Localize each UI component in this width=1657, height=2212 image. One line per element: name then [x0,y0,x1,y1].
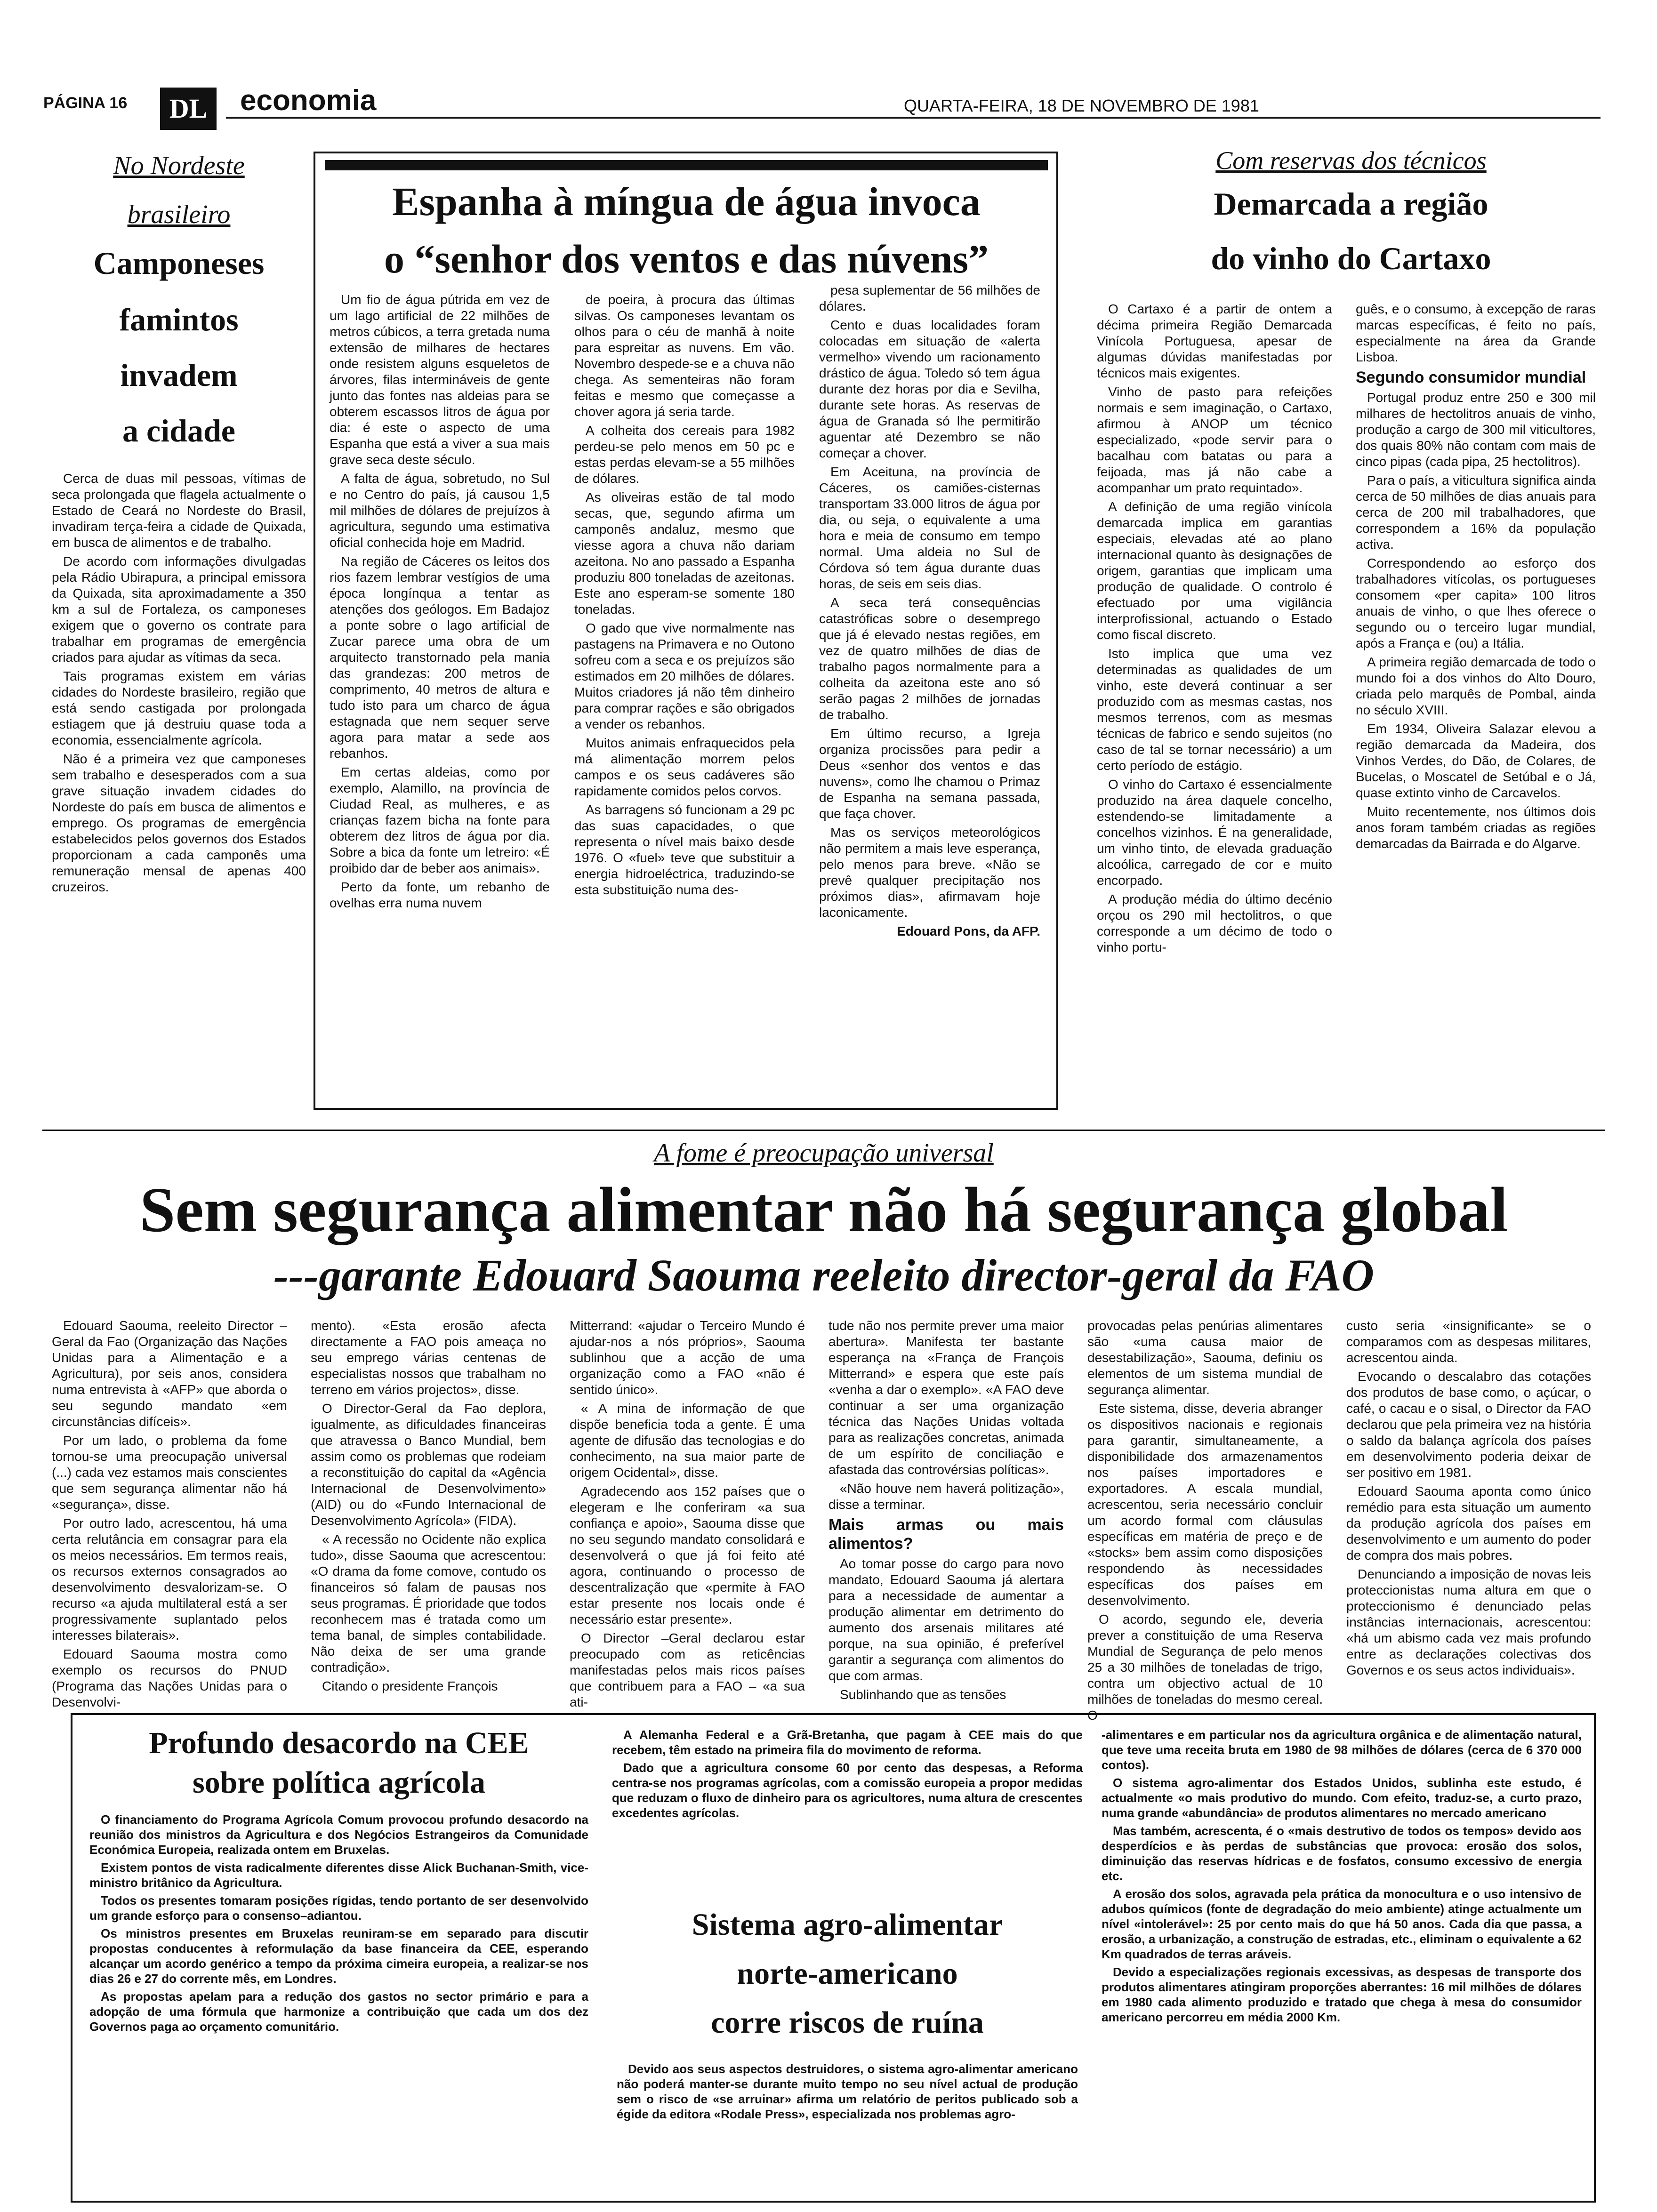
fao-column-5 [1087,1318,1323,1726]
espanha-paragraph: de poeira, à procura das últimas silvas. Os camponeses levantam os olhos para o céu de manhã à noite para espreitar as nuvens. Em vão. Novembro despede-se e a chuva não chega. As sementeiras não foram feitas e mesmo que começasse a chover agora já seria tarde. [574,292,795,419]
eua-paragraph: Mas também, acrescenta, é o «mais destrutivo de todos os tempos» devido aos desperdícios e às perdas de substâncias que provoca: erosão dos solos, diminuição das reservas hídricas e de fosfatos, consumo excessivo de energia etc. [1102,1824,1582,1883]
cee-column-1 [89,1812,588,2037]
cartaxo-paragraph: Portugal produz entre 250 e 300 mil milhares de hectolitros anuais de vinho, produção a cargo de 300 mil viticultores, dos quais 80% não contam com mais de cinco pipas (cada pipa, 25 hectolitros). [1356,390,1596,469]
eua-paragraph: -alimentares e em particular nos da agricultura orgânica e de alimentação natural, que teve uma receita bruta em 1980 de 98 milhões de dólares (cerca de 6 370 000 contos). [1102,1728,1582,1772]
espanha-paragraph: As barragens só funcionam a 29 pc das suas capacidades, o que representa o nível mais baixo desde 1976. O «fuel» teve que substituir a energia hidroeléctrica, traduzindo-se esta substituição numa des- [574,802,795,897]
fao-paragraph: Edouard Saouma mostra como exemplo os recursos do PNUD (Programa das Nações Unidas para o Desenvolvi- [52,1647,287,1709]
espanha-paragraph: Mas os serviços meteorológicos não permitem a mais leve esperança, pelo menos para breve. «Não se prevê qualquer precipitação nos próximos dias», afirmavam hoje laconicamente. [819,825,1040,920]
cee-paragraph: Dado que a agricultura consome 60 por cento das despesas, a Reforma centra-se nos programas agrícolas, com a comissão europeia a propor medidas que reduzam o fluxo de dinheiro para os agricultores, numa altura de crescentes excedentes agrícolas. [612,1761,1083,1820]
cartaxo-column-2 [1356,301,1596,855]
fao-subhead: Mais armas ou mais alimentos? [828,1516,1064,1553]
eua-paragraph: O sistema agro-alimentar dos Estados Unidos, sublinha este estudo, é actualmente «o mais produtivo do mundo. Com efeito, traduz-se, a curto prazo, numa grande «abundância» de produtos alimentares no mercado americano [1102,1776,1582,1820]
espanha-paragraph: Cento e duas localidades foram colocadas em situação de «alerta vermelho» vivendo um racionamento drástico de água. Toledo só tem água durante dez horas por dia e Sevilha, durante sete horas. As reservas de água de Granada só lhe permitirão aguentar até Dezembro se não começar a chover. [819,318,1040,460]
cee-paragraph: Existem pontos de vista radicalmente diferentes disse Alick Buchanan-Smith, vice-ministro britânico da Agricultura. [89,1860,588,1890]
nordeste-headline-3: invadem [120,357,238,393]
fao-paragraph: O Director –Geral declarou estar preocupado com as reticências manifestadas pelos mais ricos países que contribuem para a FAO – «a sua ati- [570,1631,805,1709]
eua-headline-2: norte-americano [737,1956,958,1991]
espanha-column-1 [330,292,550,914]
espanha-top-bar [325,160,1048,170]
nordeste-headline-2: famintos [119,302,239,337]
espanha-paragraph: Muitos animais enfraquecidos pela má alimentação morrem pelos campos e os seus cadáveres são rapidamente comidos pelos corvos. [574,736,795,798]
fao-subheadline: ---garante Edouard Saouma reeleito director-geral da FAO [273,1250,1374,1300]
cee-paragraph: A Alemanha Federal e a Grã-Bretanha, que pagam à CEE mais do que recebem, têm estado na primeira fila do movimento de reforma. [612,1728,1083,1757]
cartaxo-paragraph: Correspondendo ao esforço dos trabalhadores vitícolas, os portugueses consomem «per capita» 100 litros anuais de vinho, o que lhes oferece o segundo ou o terceiro lugar mundial, após a França e (ou) a Itália. [1356,556,1596,650]
fao-column-3 [570,1318,805,1713]
cartaxo-headline-1: Demarcada a região [1214,186,1488,222]
fao-paragraph: O acordo, segundo ele, deveria prever a constituição de uma Reserva Mundial de Segurança de pelo menos 25 a 30 milhões de toneladas de trigo, contra um objectivo actual de 10 milhões de toneladas do mesmo cereal. O [1087,1612,1323,1723]
fao-paragraph: Evocando o descalabro das cotações dos produtos de base como, o açúcar, o café, o cacau e o sisal, o Director da FAO declarou que pela primeira vez na história o saldo da balança agrícola dos países em desenvolvimento poderia deixar de ser positivo em 1981. [1346,1369,1591,1480]
fao-kicker: A fome é preocupação universal [654,1138,994,1168]
fao-paragraph: Edouard Saouma, reeleito Director – Geral da Fao (Organização das Nações Unidas para a Alimentação e a Agricultura), por seis anos, considera numa entrevista à «AFP» que aborda o seu segundo mandato «em circunstâncias difíceis». [52,1318,287,1429]
eua-headline-1: Sistema agro-alimentar [692,1907,1003,1942]
nordeste-headline-4: a cidade [122,413,235,449]
espanha-paragraph: Em certas aldeias, como por exemplo, Alamillo, na província de Ciudad Real, as mulheres, e as crianças fazem bicha na fonte para obterem dez litros de água por dia. Sobre a bica da fonte um letreiro: «É proibido dar de beber aos animais». [330,765,550,875]
cartaxo-paragraph: guês, e o consumo, à excepção de raras marcas específicas, é feito no país, especialmente na área da Grande Lisboa. [1356,302,1596,364]
nordeste-paragraph: De acordo com informações divulgadas pela Rádio Ubirapura, a principal emissora da Quixada, sita aproximadamente a 350 km a sul de Fortaleza, os camponeses exigem que o governo os contrate para trabalhar em programas de emergência criados para ajudar as vítimas da seca. [52,554,306,665]
espanha-paragraph: A falta de água, sobretudo, no Sul e no Centro do país, já causou 1,5 mil milhões de dólares de prejuízos à agricultura, segundo uma estimativa oficial conhecida hoje em Madrid. [330,471,550,550]
fao-paragraph: «Não houve nem haverá politização», disse a terminar. [828,1481,1064,1512]
espanha-paragraph: As oliveiras estão de tal modo secas, que, segundo afirma um camponês andaluz, mesmo que viesse agora a chuva não dariam azeitona. No ano passado a Espanha produziu 800 toneladas de azeitonas. Este ano esperam-se somente 180 toneladas. [574,490,795,617]
eua-lead [617,2061,1078,2124]
fao-paragraph: Ao tomar posse do cargo para novo mandato, Edouard Saouma já alertara para a necessidade de aumentar a produção alimentar em detrimento do aumento dos arsenais militares até porque, na sua opinião, é preferível garantir a segurança com alimentos do que com armas. [828,1556,1064,1683]
cartaxo-paragraph: Para o país, a viticultura significa ainda cerca de 50 milhões de dias anuais para cerca de 200 mil trabalhadores, que correspondem a 16% da população activa. [1356,473,1596,552]
fao-headline: Sem segurança alimentar não há segurança global [139,1175,1508,1245]
fao-paragraph: Este sistema, disse, deveria abranger os dispositivos nacionais e regionais para garantir, simultaneamente, a disponibilidade dos armazenamentos nos países importadores e exportadores. A escala mundial, acrescentou, seria necessário concluir um acordo formal com cláusulas específicas em matéria de preço e de «stocks» bem assim como disposições respondendo às necessidades específicas dos países em desenvolvimento. [1087,1401,1323,1608]
page-label: PÁGINA 16 [43,94,128,112]
espanha-paragraph: O gado que vive normalmente nas pastagens na Primavera e no Outono sofreu com a seca e os prejuízos são estimados em 20 milhões de dólares. Muitos criadores já não têm dinheiro para comprar rações e são obrigados a vender os rebanhos. [574,621,795,731]
nordeste-kicker-2: brasileiro [127,200,231,229]
nordeste-body [52,471,306,898]
fao-paragraph: « A recessão no Ocidente não explica tudo», disse Saouma que acrescentou: «O drama da fome comove, contudo os financeiros só falam de pausas nos seus programas. É prioridade que todos reconhecem mas é tratada como um tema banal, de simples contabilidade. Não deixa de ser uma grande contradição». [311,1532,546,1675]
cee-paragraph: As propostas apelam para a redução dos gastos no sector primário e para a adopção de uma fórmula que harmonize a contribuição que cada um dos dez Governos paga ao orçamento comunitário. [89,1989,588,2034]
fao-column-4 [828,1318,1064,1706]
cartaxo-paragraph: Muito recentemente, nos últimos dois anos foram também criadas as regiões demarcadas da Bairrada e do Algarve. [1356,804,1596,851]
espanha-paragraph: Um fio de água pútrida em vez de um lago artificial de 22 milhões de metros cúbicos, a terra gretada numa extensão de milhares de hectares onde resistem alguns esqueletos de árvores, filas intermináveis de gente junto das fontes nas aldeias para se obterem escassos litros de água por dia: é este o aspecto de uma Espanha que está a viver a sua mais grave seca deste século. [330,292,550,467]
cartaxo-paragraph: Vinho de pasto para refeições normais e sem imaginação, o Cartaxo, afirmou à ANOP um técnico especializado, «pode servir para o bacalhau com batatas ou para a feijoada, mas já não cabe a acompanhar um prato requintado». [1097,385,1332,495]
fao-paragraph: provocadas pelas penúrias alimentares são «uma causa maior de desestabilização», Saouma, definiu os elementos de um sistema mundial de segurança alimentar. [1087,1318,1323,1397]
cartaxo-paragraph: A definição de uma região vinícola demarcada implica em garantias especiais, elevadas até ao plano internacional quanto às designações de origem, garantias que implicam uma produção de qualidade. O controlo é efectuado por uma vigilância interprofissional, actuando o Estado como fiscal discreto. [1097,499,1332,642]
cartaxo-subhead: Segundo consumidor mundial [1356,369,1586,386]
cartaxo-paragraph: A primeira região demarcada de todo o mundo foi a dos vinhos do Alto Douro, criada pelo marquês de Pombal, ainda no século XVIII. [1356,655,1596,717]
nordeste-paragraph: Cerca de duas mil pessoas, vítimas de seca prolongada que flagela actualmente o Estado de Ceará no Nordeste do Brasil, invadiram terça-feira a cidade de Quixada, em busca de alimentos e de trabalho. [52,471,306,550]
espanha-paragraph: Na região de Cáceres os leitos dos rios fazem lembrar vestígios de uma época longínqua a tentar as atenções dos geólogos. Em Badajoz a ponte sobre o lago artificial de Zucar parece uma obra de um arquitecto transtornado pela mania das grandezas: 200 metros de comprimento, 40 metros de altura e tudo isto para um charco de água estagnada que nem sequer serve agora para matar a sede aos rebanhos. [330,554,550,761]
cartaxo-paragraph: O Cartaxo é a partir de ontem a décima primeira Região Demarcada Vinícola Portuguesa, apesar de algumas dúvidas manifestadas por técnicos mais exigentes. [1097,302,1332,380]
espanha-paragraph: Em Aceituna, na província de Cáceres, os camiões-cisternas transportam 33.000 litros de água por dia, ou seja, o equivalente a uma hora e meia de consumo em tempo normal. Uma aldeia no Sul de Córdova só tem água durante duas horas, de seis em seis dias. [819,465,1040,591]
cartaxo-headline-2: do vinho do Cartaxo [1211,240,1491,276]
cee-column-2 [612,1727,1083,1823]
fao-paragraph: Agradecendo aos 152 países que o elegeram e lhe conferiram «a sua confiança e apoio», Saouma disse que no seu segundo mandato consolidará e desenvolverá o que já foi feito até agora, continuando o processo de descentralização que «permite à FAO estar presente nos locais onde é necessário estar presente». [570,1484,805,1627]
espanha-column-2 [574,292,795,901]
espanha-paragraph: Perto da fonte, um rebanho de ovelhas erra numa nuvem [330,880,550,910]
cee-paragraph: O financiamento do Programa Agrícola Comum provocou profundo desacordo na reunião dos ministros da Agricultura e dos Negócios Estrangeiros da Comunidade Económica Europeia, realizada ontem em Bruxelas. [89,1812,588,1857]
espanha-paragraph: A colheita dos cereais para 1982 perdeu-se pelo menos em 50 pc e estas perdas elevam-se a 55 milhões de dólares. [574,423,795,486]
fao-paragraph: Denunciando a imposição de novas leis proteccionistas numa altura em que o proteccionismo é denunciado pelas instâncias internacionais, acrescentou: «há um abismo cada vez mais profundo entre as declarações colectivas dos Governos e os seus actos individuais». [1346,1567,1591,1677]
fao-paragraph: tude não nos permite prever uma maior abertura». Manifesta ter bastante esperança na «França de François Mitterrand» e espera que este país «venha a dar o exemplo». «A FAO deve continuar a ser uma organização técnica das Nações Unidas voltada para as realizações concretas, animada de um espírito de conciliação e afastada das controvérsias políticas». [828,1318,1064,1477]
section-title: economia [240,84,377,117]
espanha-paragraph: pesa suplementar de 56 milhões de dólares. [819,283,1040,313]
issue-date: QUARTA-FEIRA, 18 DE NOVEMBRO DE 1981 [904,96,1259,115]
nordeste-kicker-1: No Nordeste [113,151,245,180]
cartaxo-column-1 [1097,301,1332,958]
fao-paragraph: custo seria «insignificante» se o comparamos com as despesas militares, acrescentou ainda. [1346,1318,1591,1365]
nordeste-paragraph: Tais programas existem em várias cidades do Nordeste brasileiro, região que está sendo castigada por prolongada estiagem que já destruiu quase toda a economia, essencialmente agrícola. [52,669,306,747]
espanha-column-3 [819,282,1040,942]
eua-paragraph: Devido aos seus aspectos destruidores, o sistema agro-alimentar americano não poderá manter-se durante muito tempo no seu nível actual de produção sem o risco de «se arruinar» afirma um relatório de peritos publicado sob a égide da editora «Rodale Press», especializada nos problemas agro- [617,2062,1078,2121]
fao-paragraph: O Director-Geral da Fao deplora, igualmente, as dificuldades financeiras que atravessa o Banco Mundial, bem assim como os problemas que rodeiam a reconstituição do capital da «Agência Internacional de Desenvolvimento» (AID) ou do «Fundo Internacional de Desenvolvimento Agrícola» (FIDA). [311,1401,546,1528]
cartaxo-paragraph: Isto implica que uma vez determinadas as qualidades de um vinho, este deverá continuar a ser produzido com as mesmas castas, nos mesmos terrenos, com as mesmas técnicas de fabrico e sendo sujeitos (no caso de tal se tornar necessário) a um certo período de estágio. [1097,646,1332,773]
cartaxo-paragraph: Em 1934, Oliveira Salazar elevou a região demarcada da Madeira, dos Vinhos Verdes, do Dão, de Colares, de Bucelas, o Moscatel de Setúbal e o Já, quase extinto vinho de Carcavelos. [1356,721,1596,800]
nordeste-headline-1: Camponeses [93,245,265,281]
fao-paragraph: Edouard Saouma aponta como único remédio para esta situação um aumento da produção agrícola dos países em desenvolvimento e um aumento do poder de compra dos mais pobres. [1346,1484,1591,1563]
fao-paragraph: Por outro lado, acrescentou, há uma certa relutância em consagrar para ela os meios necessários. Em termos reais, os recursos externos consagrados ao desenvolvimento desvalorizam-se. O recurso «a ajuda multilateral está a ser progressivamente suplantado pelos interesses bilaterais». [52,1516,287,1643]
cartaxo-paragraph: A produção média do último decénio orçou os 290 mil hectolitros, o que corresponde a um décimo de todo o vinho portu- [1097,892,1332,954]
eua-headline-3: corre riscos de ruína [711,2005,984,2040]
fao-paragraph: Sublinhando que as tensões [840,1687,1006,1702]
fao-paragraph: Mitterrand: «ajudar o Terceiro Mundo é ajudar-nos a nós próprios», Saouma sublinhou que a acção de uma organização como a FAO «não é sentido único». [570,1318,805,1397]
fao-column-1 [52,1318,287,1713]
cee-paragraph: Os ministros presentes em Bruxelas reuniram-se em separado para discutir propostas conducentes à reformulação da base financeira da CEE, esperando alcançar um acordo genérico a tempo da próxima cimeira europeia, a realizar-se nos dias 26 e 27 do corrente mês, em Londres. [89,1926,588,1986]
fao-paragraph: mento). «Esta erosão afecta directamente a FAO pois ameaça no seu emprego várias centenas de especialistas nossos que trabalham no terreno em vários projectos», disse. [311,1318,546,1397]
espanha-paragraph: A seca terá consequências catastróficas sobre o desemprego que já é elevado nestas regiões, em vez de quatro milhões de dias de trabalho pagos normalmente para a colheita da azeitona este ano só serão pagas 2 milhões de jornadas de trabalho. [819,595,1040,722]
cartaxo-kicker: Com reservas dos técnicos [1215,146,1487,175]
fao-paragraph: Por um lado, o problema da fome tornou-se uma preocupação universal (...) cada vez estamos mais conscientes que sem segurança alimentar não há «segurança», disse. [52,1433,287,1512]
fao-column-6 [1346,1318,1591,1681]
newspaper-logo: DL [160,88,217,130]
fao-separator [42,1130,1605,1131]
cee-headline-2: sobre política agrícola [192,1765,486,1800]
eua-paragraph: A erosão dos solos, agravada pela prática da monocultura e o uso intensivo de adubos químicos (fonte de degradação do meio ambiente) atinge actualmente um nível «intolerável»: 25 por cento mais do que há 50 anos. Cada dia que passa, a erosão, a urbanização, a construção de estradas, etc., eliminam o equivalente a 62 Km quadrados de terras aráveis. [1102,1887,1582,1961]
fao-column-2 [311,1318,546,1697]
cee-headline-1: Profundo desacordo na CEE [149,1726,529,1760]
fao-paragraph: Citando o presidente François [322,1679,498,1693]
espanha-byline: Edouard Pons, da AFP. [897,924,1040,938]
header-rule [226,117,1601,119]
cee-paragraph: Todos os presentes tomaram posições rígidas, tendo portanto de ser desenvolvido um grande esforço para o consenso–adiantou. [89,1893,588,1923]
fao-paragraph: « A mina de informação de que dispõe beneficia toda a gente. É uma agente de difusão das tecnologias e do conhecimento, na sua maior parte de origem Ocidental», disse. [570,1401,805,1480]
cartaxo-paragraph: O vinho do Cartaxo é essencialmente produzido na área daquele concelho, estendendo-se limitadamente a concelhos vizinhos. É na generalidade, um vinho tinto, de elevada graduação alcoólica, carregado de cor e muito encorpado. [1097,777,1332,888]
espanha-paragraph: Em último recurso, a Igreja organiza procissões para pedir a Deus «senhor dos ventos e das nuvens», como lhe chamou o Primaz de Espanha na semana passada, que faça chover. [819,726,1040,821]
eua-paragraph: Devido a especializações regionais excessivas, as despesas de transporte dos produtos alimentares atingiram proporções aberrantes: 16 mil milhões de dólares em 1980 cada alimento produzido e tratado que chega à mesa do consumidor americano percorreu em média 2000 Km. [1102,1965,1582,2024]
espanha-headline-2: o “senhor dos ventos e das núvens” [384,236,989,281]
nordeste-paragraph: Não é a primeira vez que camponeses sem trabalho e desesperados com a sua grave situação invadem cidades do Nordeste do país em busca de alimentos e emprego. Os programas de emergência estabelecidos pelos governos dos Estados proporcionam a cada camponês uma remuneração mensal de apenas 400 cruzeiros. [52,752,306,894]
espanha-headline-1: Espanha à míngua de água invoca [392,179,981,224]
eua-column-2 [1102,1727,1582,2028]
